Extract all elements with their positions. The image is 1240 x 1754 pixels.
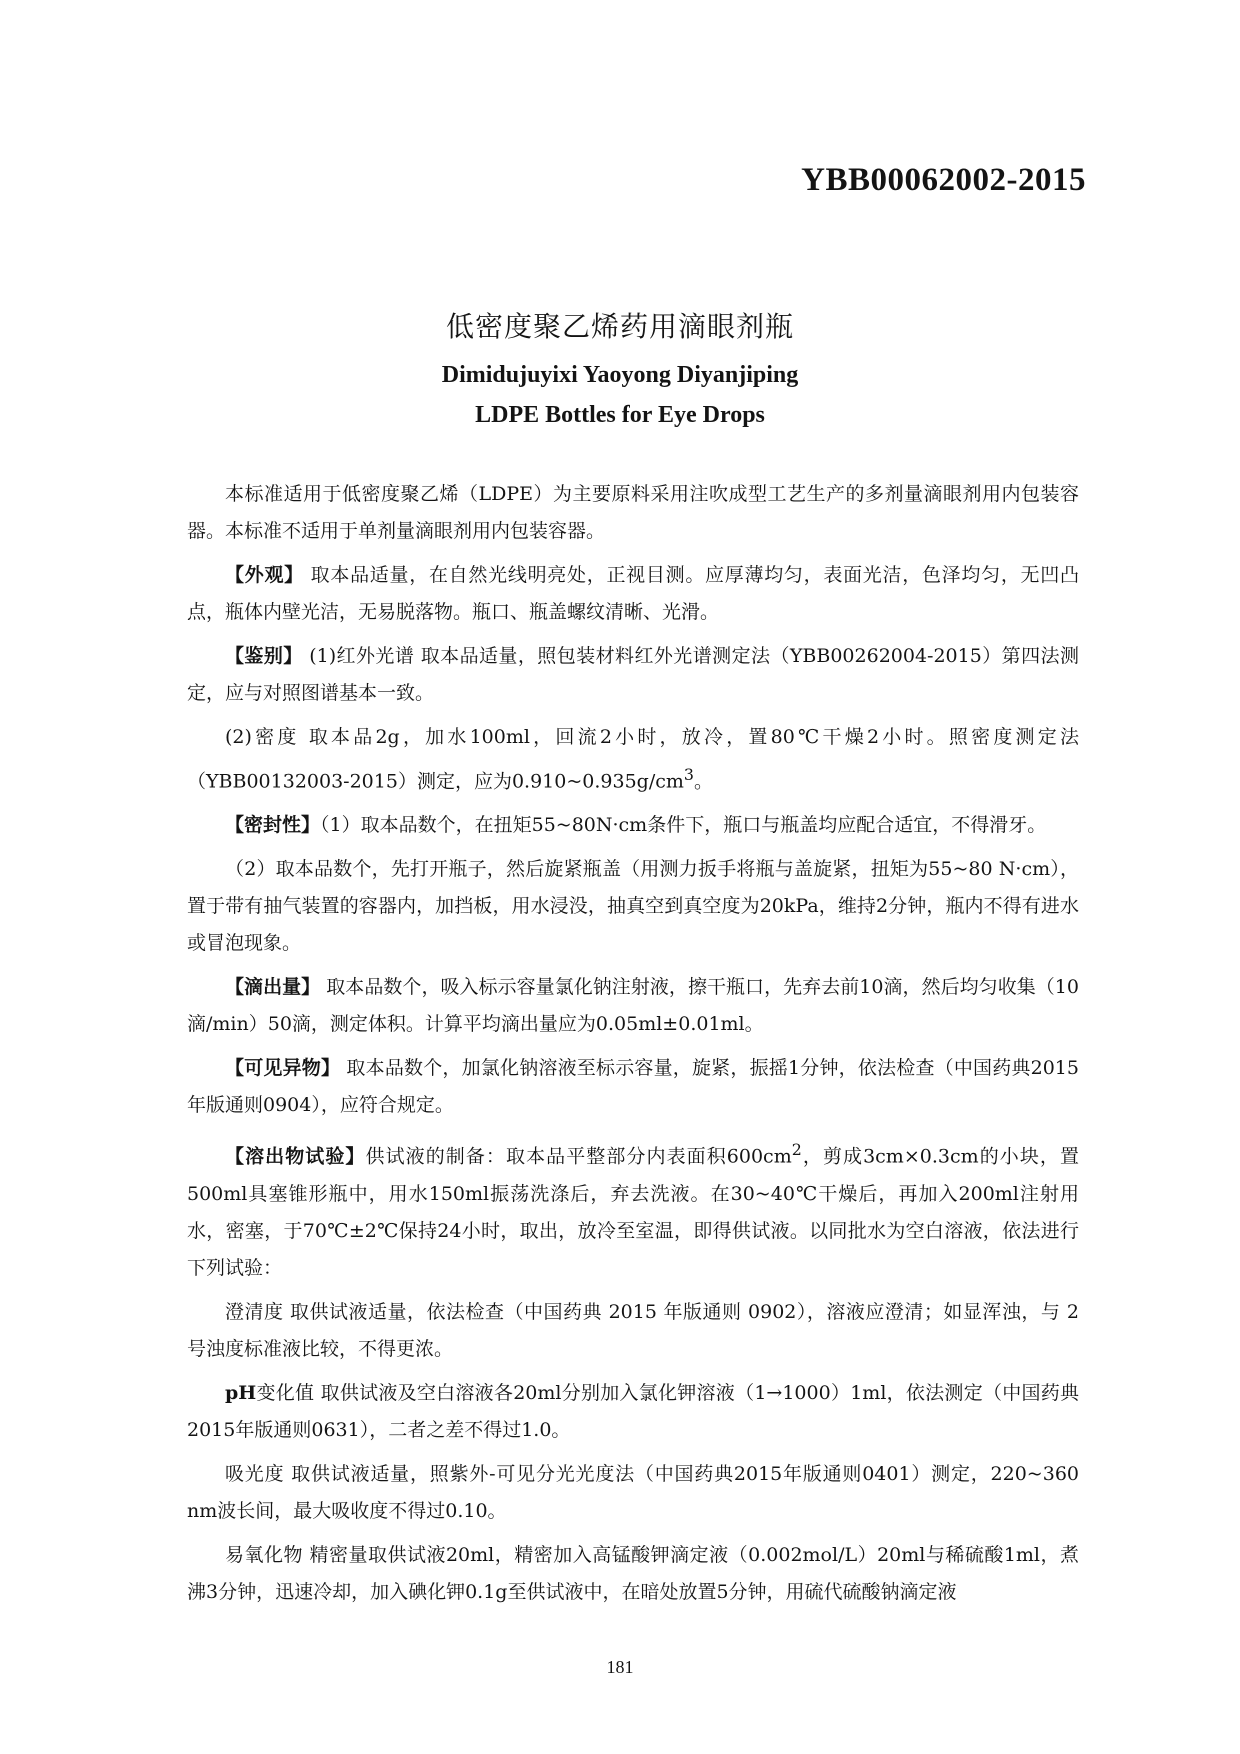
density-superscript: 3 bbox=[683, 765, 694, 784]
ph-heading: pH bbox=[225, 1381, 257, 1404]
title-english: LDPE Bottles for Eye Drops bbox=[475, 402, 765, 428]
visible-particles-paragraph bbox=[187, 1050, 1079, 1124]
scope-paragraph: 本标准适用于低密度聚乙烯（LDPE）为主要原料采用注吹成型工艺生产的多剂量滴眼剂用内包装容器。本标准不适用于单剂量滴眼剂用内包装容器。 bbox=[187, 483, 1079, 542]
visible-particles-text: 取本品数个，加氯化钠溶液至标示容量，旋紧，振摇1分钟，依法检查（中国药典2015年版通则0904），应符合规定。 bbox=[187, 1057, 1079, 1117]
document-body bbox=[187, 476, 1079, 1618]
ph-text: 变化值 取供试液及空白溶液各20ml分别加入氯化钾溶液（1→1000）1ml，依法测定（中国药典2015年版通则0631），二者之差不得过1.0。 bbox=[187, 1381, 1079, 1441]
drop-volume-text: 取本品数个，吸入标示容量氯化钠注射液，擦干瓶口，先弃去前10滴，然后均匀收集（10滴/min）50滴，测定体积。计算平均滴出量应为0.05ml±0.01ml。 bbox=[187, 976, 1079, 1036]
drop-volume-heading: 【滴出量】 bbox=[225, 976, 321, 999]
drop-volume-paragraph bbox=[187, 969, 1079, 1043]
extractables-superscript: 2 bbox=[791, 1140, 802, 1160]
seal-paragraph bbox=[187, 807, 1079, 844]
density-text-end: 。 bbox=[693, 770, 713, 793]
seal-text-1: （1）取本品数个，在扭矩55~80N·cm条件下，瓶口与瓶盖均应配合适宜，不得滑牙。 bbox=[320, 814, 1047, 837]
extractables-heading: 【溶出物试验】 bbox=[225, 1145, 366, 1168]
appearance-paragraph bbox=[187, 557, 1079, 631]
title-pinyin: Dimidujuyixi Yaoyong Diyanjiping bbox=[441, 362, 799, 388]
visible-particles-heading: 【可见异物】 bbox=[225, 1057, 341, 1080]
clarity-paragraph: 澄清度 取供试液适量，依法检查（中国药典 2015 年版通则 0902），溶液应澄清；如显浑浊，与 2 号浊度标准液比较，不得更浓。 bbox=[187, 1300, 1079, 1360]
density-paragraph bbox=[187, 719, 1079, 800]
seal-heading: 【密封性】 bbox=[225, 814, 321, 837]
identification-paragraph bbox=[187, 638, 1079, 712]
density-text: (2)密度 取本品2g，加水100ml，回流2小时，放冷，置80℃干燥2小时。照密度测定法（YBB00132003-2015）测定，应为0.910~0.935g/cm bbox=[187, 726, 1079, 793]
identification-heading: 【鉴别】 bbox=[225, 645, 303, 667]
title-chinese: 低密度聚乙烯药用滴眼剂瓶 bbox=[445, 310, 794, 343]
oxidizable-paragraph: 易氧化物 精密量取供试液20ml，精密加入高锰酸钾滴定液（0.002mol/L）20ml与稀硫酸1ml，煮沸3分钟，迅速冷却，加入碘化钾0.1g至供试液中，在暗处放置5分钟，用硫代硫酸钠滴定液 bbox=[187, 1543, 1079, 1603]
appearance-heading: 【外观】 bbox=[225, 564, 304, 586]
identification-text-1: (1)红外光谱 取本品适量，照包装材料红外光谱测定法（YBB00262004-2015）第四法测定，应与对照图谱基本一致。 bbox=[187, 645, 1079, 704]
extractables-text-end: ，剪成3cm×0.3cm的小块，置500ml具塞锥形瓶中，用水150ml振荡洗涤后，弃去洗液。在30~40℃干燥后，再加入200ml注射用水，密塞，于70℃±2℃保持24小时，取出，放冷至室温，即得供试液。以同批水为空白溶液，依法进行下列试验： bbox=[187, 1145, 1079, 1279]
absorbance-paragraph: 吸光度 取供试液适量，照紫外-可见分光光度法（中国药典2015年版通则0401）测定，220~360 nm波长间，最大吸收度不得过0.10。 bbox=[187, 1462, 1079, 1522]
standard-number: YBB00062002-2015 bbox=[801, 162, 1086, 198]
seal-paragraph-2: （2）取本品数个，先打开瓶子，然后旋紧瓶盖（用测力扳手将瓶与盖旋紧，扭矩为55~80 N·cm），置于带有抽气装置的容器内，加挡板，用水浸没，抽真空到真空度为20kPa，维持2分钟，瓶内不得有进水或冒泡现象。 bbox=[187, 858, 1079, 955]
extractables-text: 供试液的制备：取本品平整部分内表面积600cm bbox=[365, 1145, 792, 1168]
extractables-paragraph bbox=[187, 1131, 1079, 1286]
page-number: 181 bbox=[606, 1657, 634, 1677]
appearance-text: 取本品适量，在自然光线明亮处，正视目测。应厚薄均匀，表面光洁，色泽均匀，无凹凸点，瓶体内壁光洁，无易脱落物。瓶口、瓶盖螺纹清晰、光滑。 bbox=[187, 564, 1079, 623]
ph-paragraph bbox=[187, 1375, 1079, 1449]
